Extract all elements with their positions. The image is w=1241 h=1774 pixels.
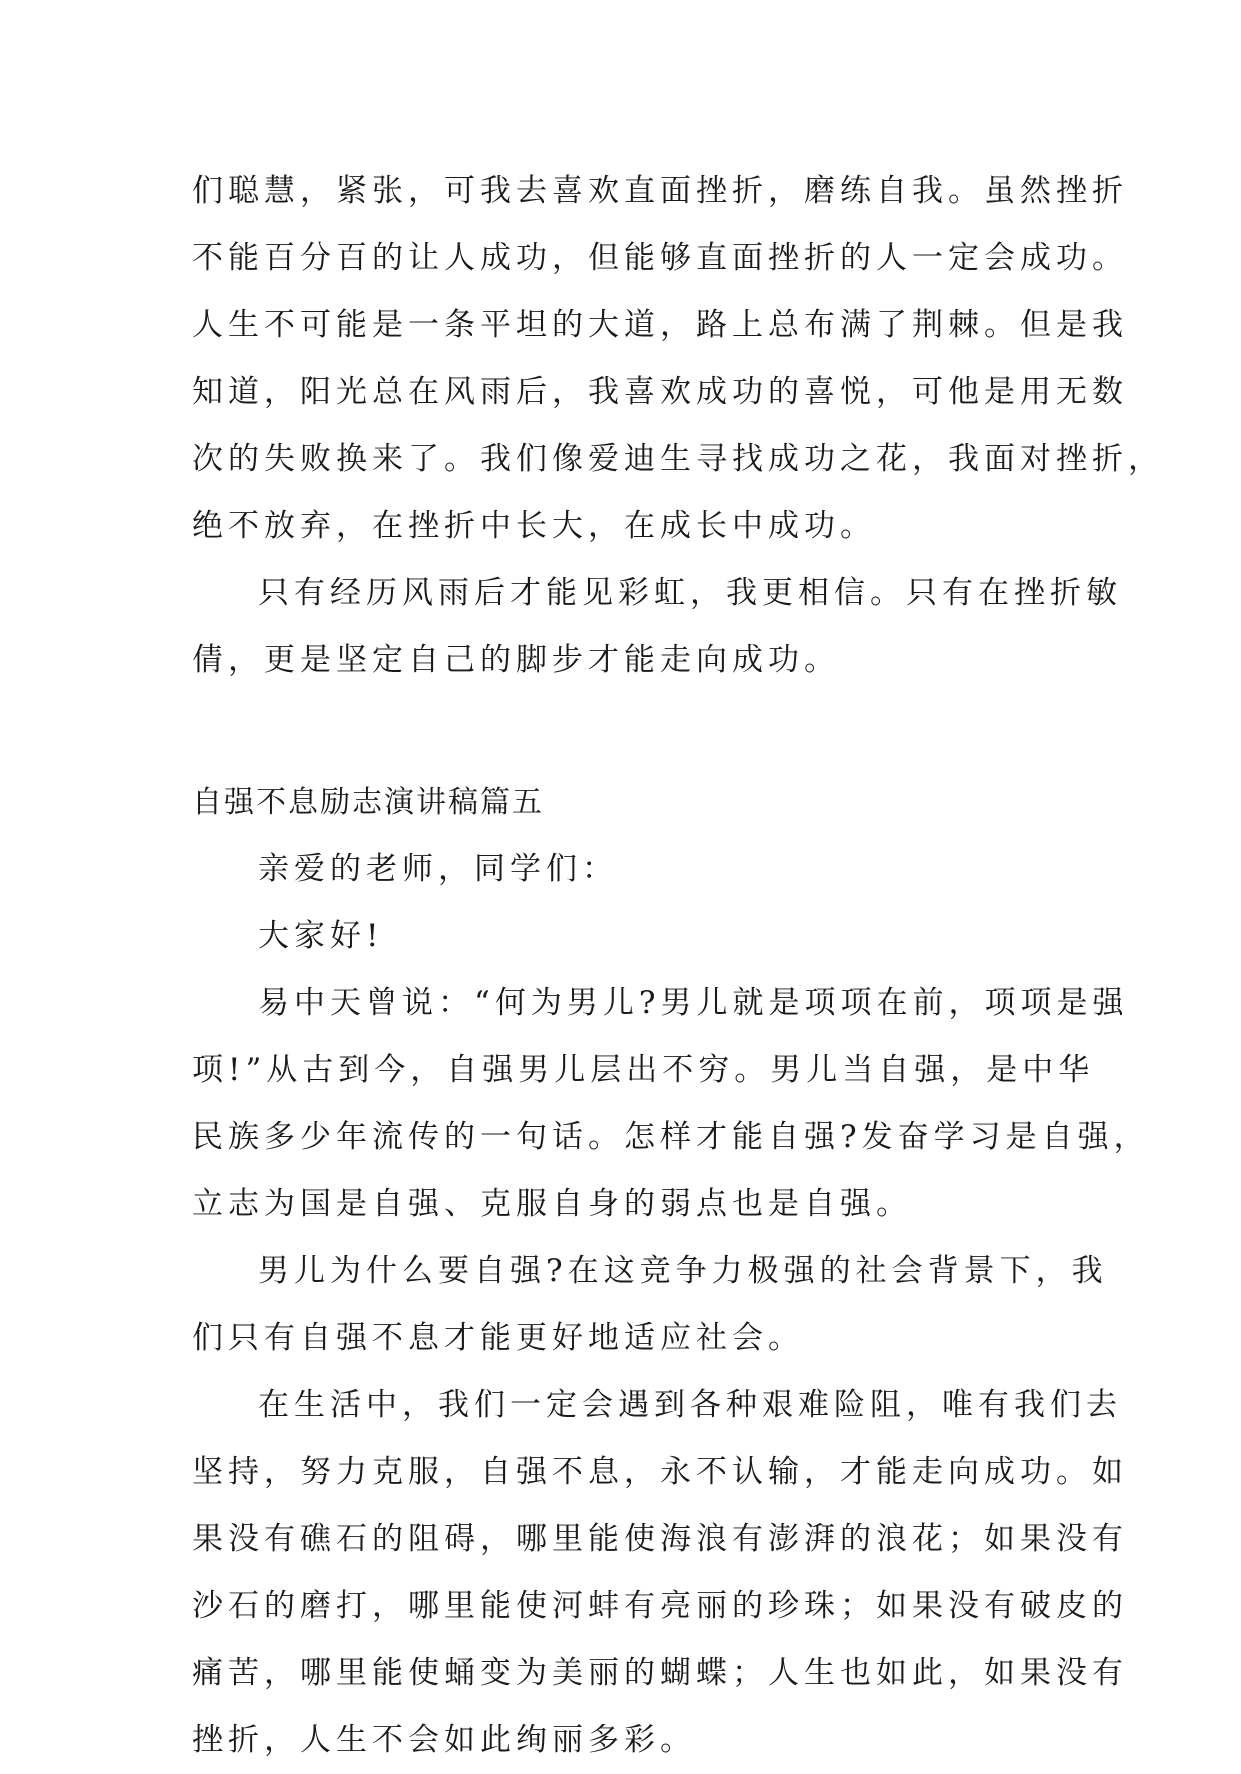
- paragraph-line: 立志为国是自强、克服自身的弱点也是自强。: [192, 1186, 912, 1222]
- paragraph-line: 人生不可能是一条平坦的大道，路上总布满了荆棘。但是我: [192, 307, 1128, 343]
- section-spacer: [192, 694, 1072, 769]
- paragraph-line: 们聪慧，紧张，可我去喜欢直面挫折，磨练自我。虽然挫折: [192, 173, 1128, 209]
- paragraph-line: 男儿为什么要自强?在这竞争力极强的社会背景下，我: [258, 1253, 1108, 1289]
- paragraph-line: 倩，更是坚定自己的脚步才能走向成功。: [192, 642, 840, 678]
- paragraph-line: 坚持，努力克服，自强不息，永不认输，才能走向成功。如: [192, 1454, 1128, 1490]
- paragraph-line: 项!”从古到今，自强男儿层出不穷。男儿当自强，是中华: [192, 1052, 1095, 1088]
- paragraph-line: 只有经历风雨后才能见彩虹，我更相信。只有在挫折敏: [258, 575, 1122, 611]
- paragraph-line: 民族多少年流传的一句话。怎样才能自强?发奋学习是自强，: [192, 1119, 1150, 1155]
- salutation-line: 亲爱的老师，同学们：: [258, 851, 618, 887]
- paragraph-line: 在生活中，我们一定会遇到各种艰难险阻，唯有我们去: [258, 1387, 1122, 1423]
- paragraph-line: 不能百分百的让人成功，但能够直面挫折的人一定会成功。: [192, 240, 1128, 276]
- paragraph-line: 易中天曾说：“何为男儿?男儿就是项项在前，项项是强: [258, 985, 1129, 1021]
- section-heading: 自强不息励志演讲稿篇五: [192, 785, 544, 820]
- paragraph-line: 知道，阳光总在风雨后，我喜欢成功的喜悦，可他是用无数: [192, 374, 1128, 410]
- paragraph-line: 次的失败换来了。我们像爱迪生寻找成功之花，我面对挫折，: [192, 441, 1164, 477]
- paragraph-line: 果没有礁石的阻碍，哪里能使海浪有澎湃的浪花；如果没有: [192, 1521, 1128, 1557]
- paragraph-line: 们只有自强不息才能更好地适应社会。: [192, 1320, 804, 1356]
- paragraph-line: 痛苦，哪里能使蛹变为美丽的蝴蝶；人生也如此，如果没有: [192, 1655, 1128, 1691]
- greeting-line: 大家好!: [258, 918, 384, 954]
- document-body: [192, 158, 1164, 1774]
- paragraph-line: 沙石的磨打，哪里能使河蚌有亮丽的珍珠；如果没有破皮的: [192, 1588, 1128, 1624]
- paragraph-line: 挫折，人生不会如此绚丽多彩。: [192, 1722, 696, 1758]
- paragraph-line: 绝不放弃，在挫折中长大，在成长中成功。: [192, 508, 876, 544]
